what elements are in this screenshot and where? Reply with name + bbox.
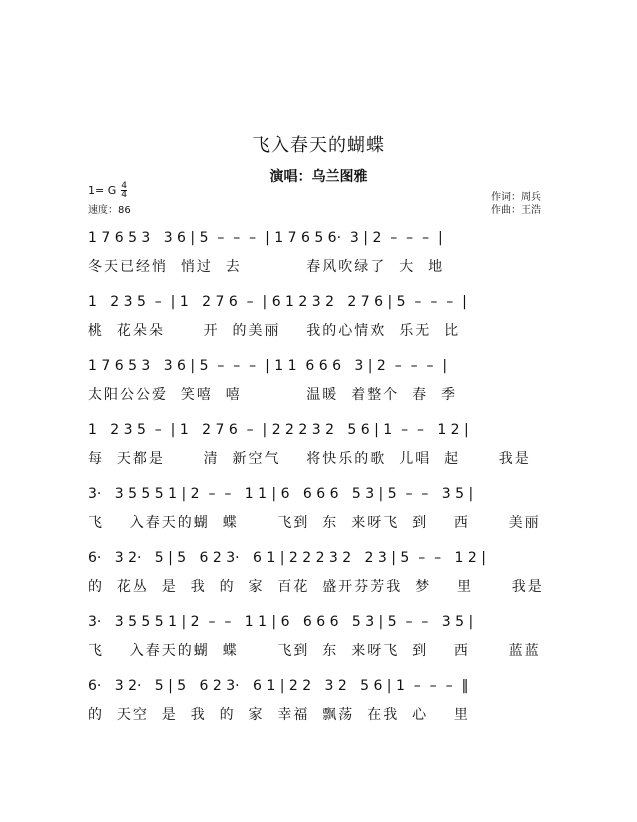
lyricist-credit: 作词：周兵: [491, 192, 541, 203]
notation-line: 1 2 3 5 – | 1 2 7 6 – | 6 1 2 3 2 2 7 6 | 5 – – – |: [88, 294, 467, 310]
score-line-6: [0, 550, 637, 614]
lyrics-line: 冬天已经悄 悄过 去 春风吹绿了 大 地: [88, 259, 445, 275]
score-line-1: [0, 230, 637, 294]
notation-line: 3· 3 5 5 5 1 | 2 – – 1 1 | 6 6 6 6 5 3 | 5 – – 3 5 |: [88, 614, 474, 630]
lyrics-line: 太阳公公爱 笑嘻 嘻 温暖 着整个 春 季: [88, 387, 458, 403]
key-label: 1= G: [88, 184, 117, 197]
time-signature: [121, 182, 127, 199]
lyrics-line: 桃 花朵朵 开 的美丽 我的心情欢 乐无 比: [88, 323, 461, 339]
lyrics-line: 每 天都是 清 新空气 将快乐的歌 儿唱 起 我是: [88, 451, 531, 467]
score-line-7: [0, 614, 637, 678]
notation-line: 6· 3 2· 5 | 5 6 2 3· 6 1 | 2 2 2 3 2 2 3 | 5 – – 1 2 |: [88, 550, 486, 566]
lyrics-line: 飞 入春天的蝴 蝶 飞到 东 来呀飞 到 西 蓝蓝: [88, 643, 541, 659]
notation-line: 1 7 6 5 3 3 6 | 5 – – – | 1 7 6 5 6· 3 | 2 – – – |: [88, 230, 443, 246]
key-signature: [88, 182, 127, 199]
time-signature-top: 4: [121, 181, 127, 191]
lyrics-line: 飞 入春天的蝴 蝶 飞到 东 来呀飞 到 西 美丽: [88, 515, 541, 531]
score-line-3: [0, 358, 637, 422]
song-title: 飞入春天的蝴蝶: [252, 135, 385, 156]
notation-line: 6· 3 2· 5 | 5 6 2 3· 6 1 | 2 2 3 2 5 6 | 1 – – – ‖: [88, 678, 469, 694]
notation-line: 3· 3 5 5 5 1 | 2 – – 1 1 | 6 6 6 6 5 3 | 5 – – 3 5 |: [88, 486, 474, 502]
notation-line: 1 2 3 5 – | 1 2 7 6 – | 2 2 2 3 2 5 6 | 1 – – 1 2 |: [88, 422, 469, 438]
composer-credit: 作曲：王浩: [491, 205, 541, 216]
lyrics-line: 的 天空 是 我 的 家 幸福 飘荡 在我 心 里: [88, 707, 470, 723]
lyrics-line: 的 花丛 是 我 的 家 百花 盛开芬芳我 梦 里 我是: [88, 579, 544, 595]
score-line-4: [0, 422, 637, 486]
notation-line: 1 7 6 5 3 3 6 | 5 – – – | 1 1 6 6 6 3 | 2 – – – |: [88, 358, 448, 374]
score-line-2: [0, 294, 637, 358]
score-line-5: [0, 486, 637, 550]
score-line-8: [0, 678, 637, 742]
time-signature-bottom: 4: [121, 190, 127, 200]
singer-credit: 演唱：乌兰图雅: [269, 169, 368, 185]
tempo-marking: 速度：86: [88, 205, 131, 216]
